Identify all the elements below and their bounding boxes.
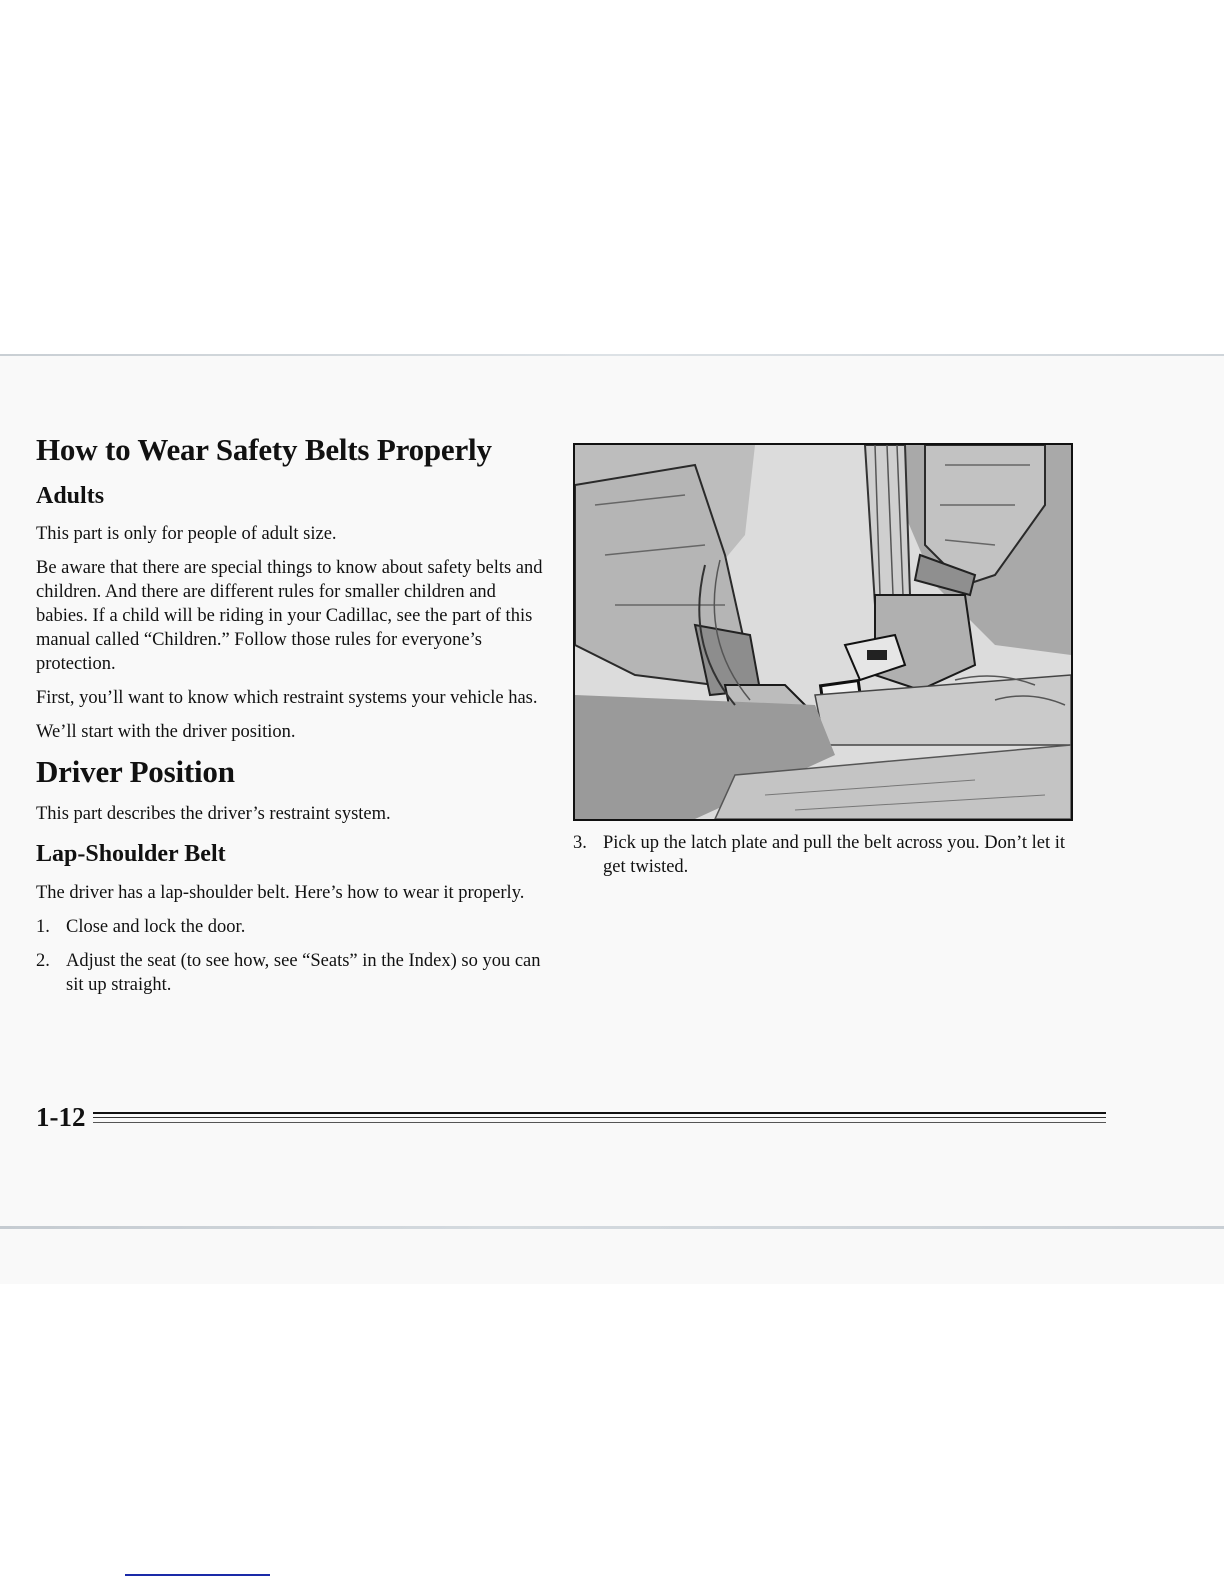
para-adult-size: This part is only for people of adult size. — [36, 524, 337, 545]
footer-rule — [93, 1122, 1106, 1123]
seatbelt-illustration — [573, 443, 1073, 821]
list-item — [573, 831, 1083, 879]
step-number: 2. — [36, 950, 50, 971]
heading-lap-shoulder-belt: Lap-Shoulder Belt — [36, 841, 226, 868]
para-driver-restraint: This part describes the driver’s restraint system. — [36, 804, 391, 825]
list-item — [36, 915, 546, 939]
left-column — [36, 432, 546, 997]
footer-rule — [93, 1112, 1106, 1114]
heading-how-to-wear: How to Wear Safety Belts Properly — [36, 432, 492, 467]
steps-list-right — [573, 831, 1083, 879]
para-lap-shoulder: The driver has a lap-shoulder belt. Here’s how to wear it properly. — [36, 882, 525, 903]
heading-driver-position: Driver Position — [36, 754, 235, 790]
step-number: 3. — [573, 833, 587, 853]
page-footer — [36, 1102, 1076, 1142]
seatbelt-drawing — [575, 445, 1071, 819]
para-children: Be aware that there are special things to know about safety belts and children. And there are different rules for smaller children and babies. If a child will be riding in your Cadillac, see the part of this manual called “Children.” Follow those rules for everyone’s protection. — [36, 558, 543, 675]
heading-adults: Adults — [36, 482, 105, 509]
footer-rule — [93, 1117, 1106, 1118]
right-column — [573, 443, 1083, 879]
step-text: Pick up the latch plate and pull the belt across you. Don’t let it get twisted. — [603, 833, 1066, 877]
steps-list-left — [36, 915, 546, 997]
step-number: 1. — [36, 916, 50, 937]
step-text: Close and lock the door. — [66, 916, 246, 937]
para-restraint-systems: First, you’ll want to know which restraint systems your vehicle has. — [36, 688, 538, 709]
para-driver-start: We’ll start with the driver position. — [36, 722, 296, 743]
page-number: 1-12 — [36, 1102, 86, 1132]
step-text: Adjust the seat (to see how, see “Seats” in the Index) so you can sit up straight. — [66, 950, 541, 995]
list-item — [36, 949, 546, 997]
